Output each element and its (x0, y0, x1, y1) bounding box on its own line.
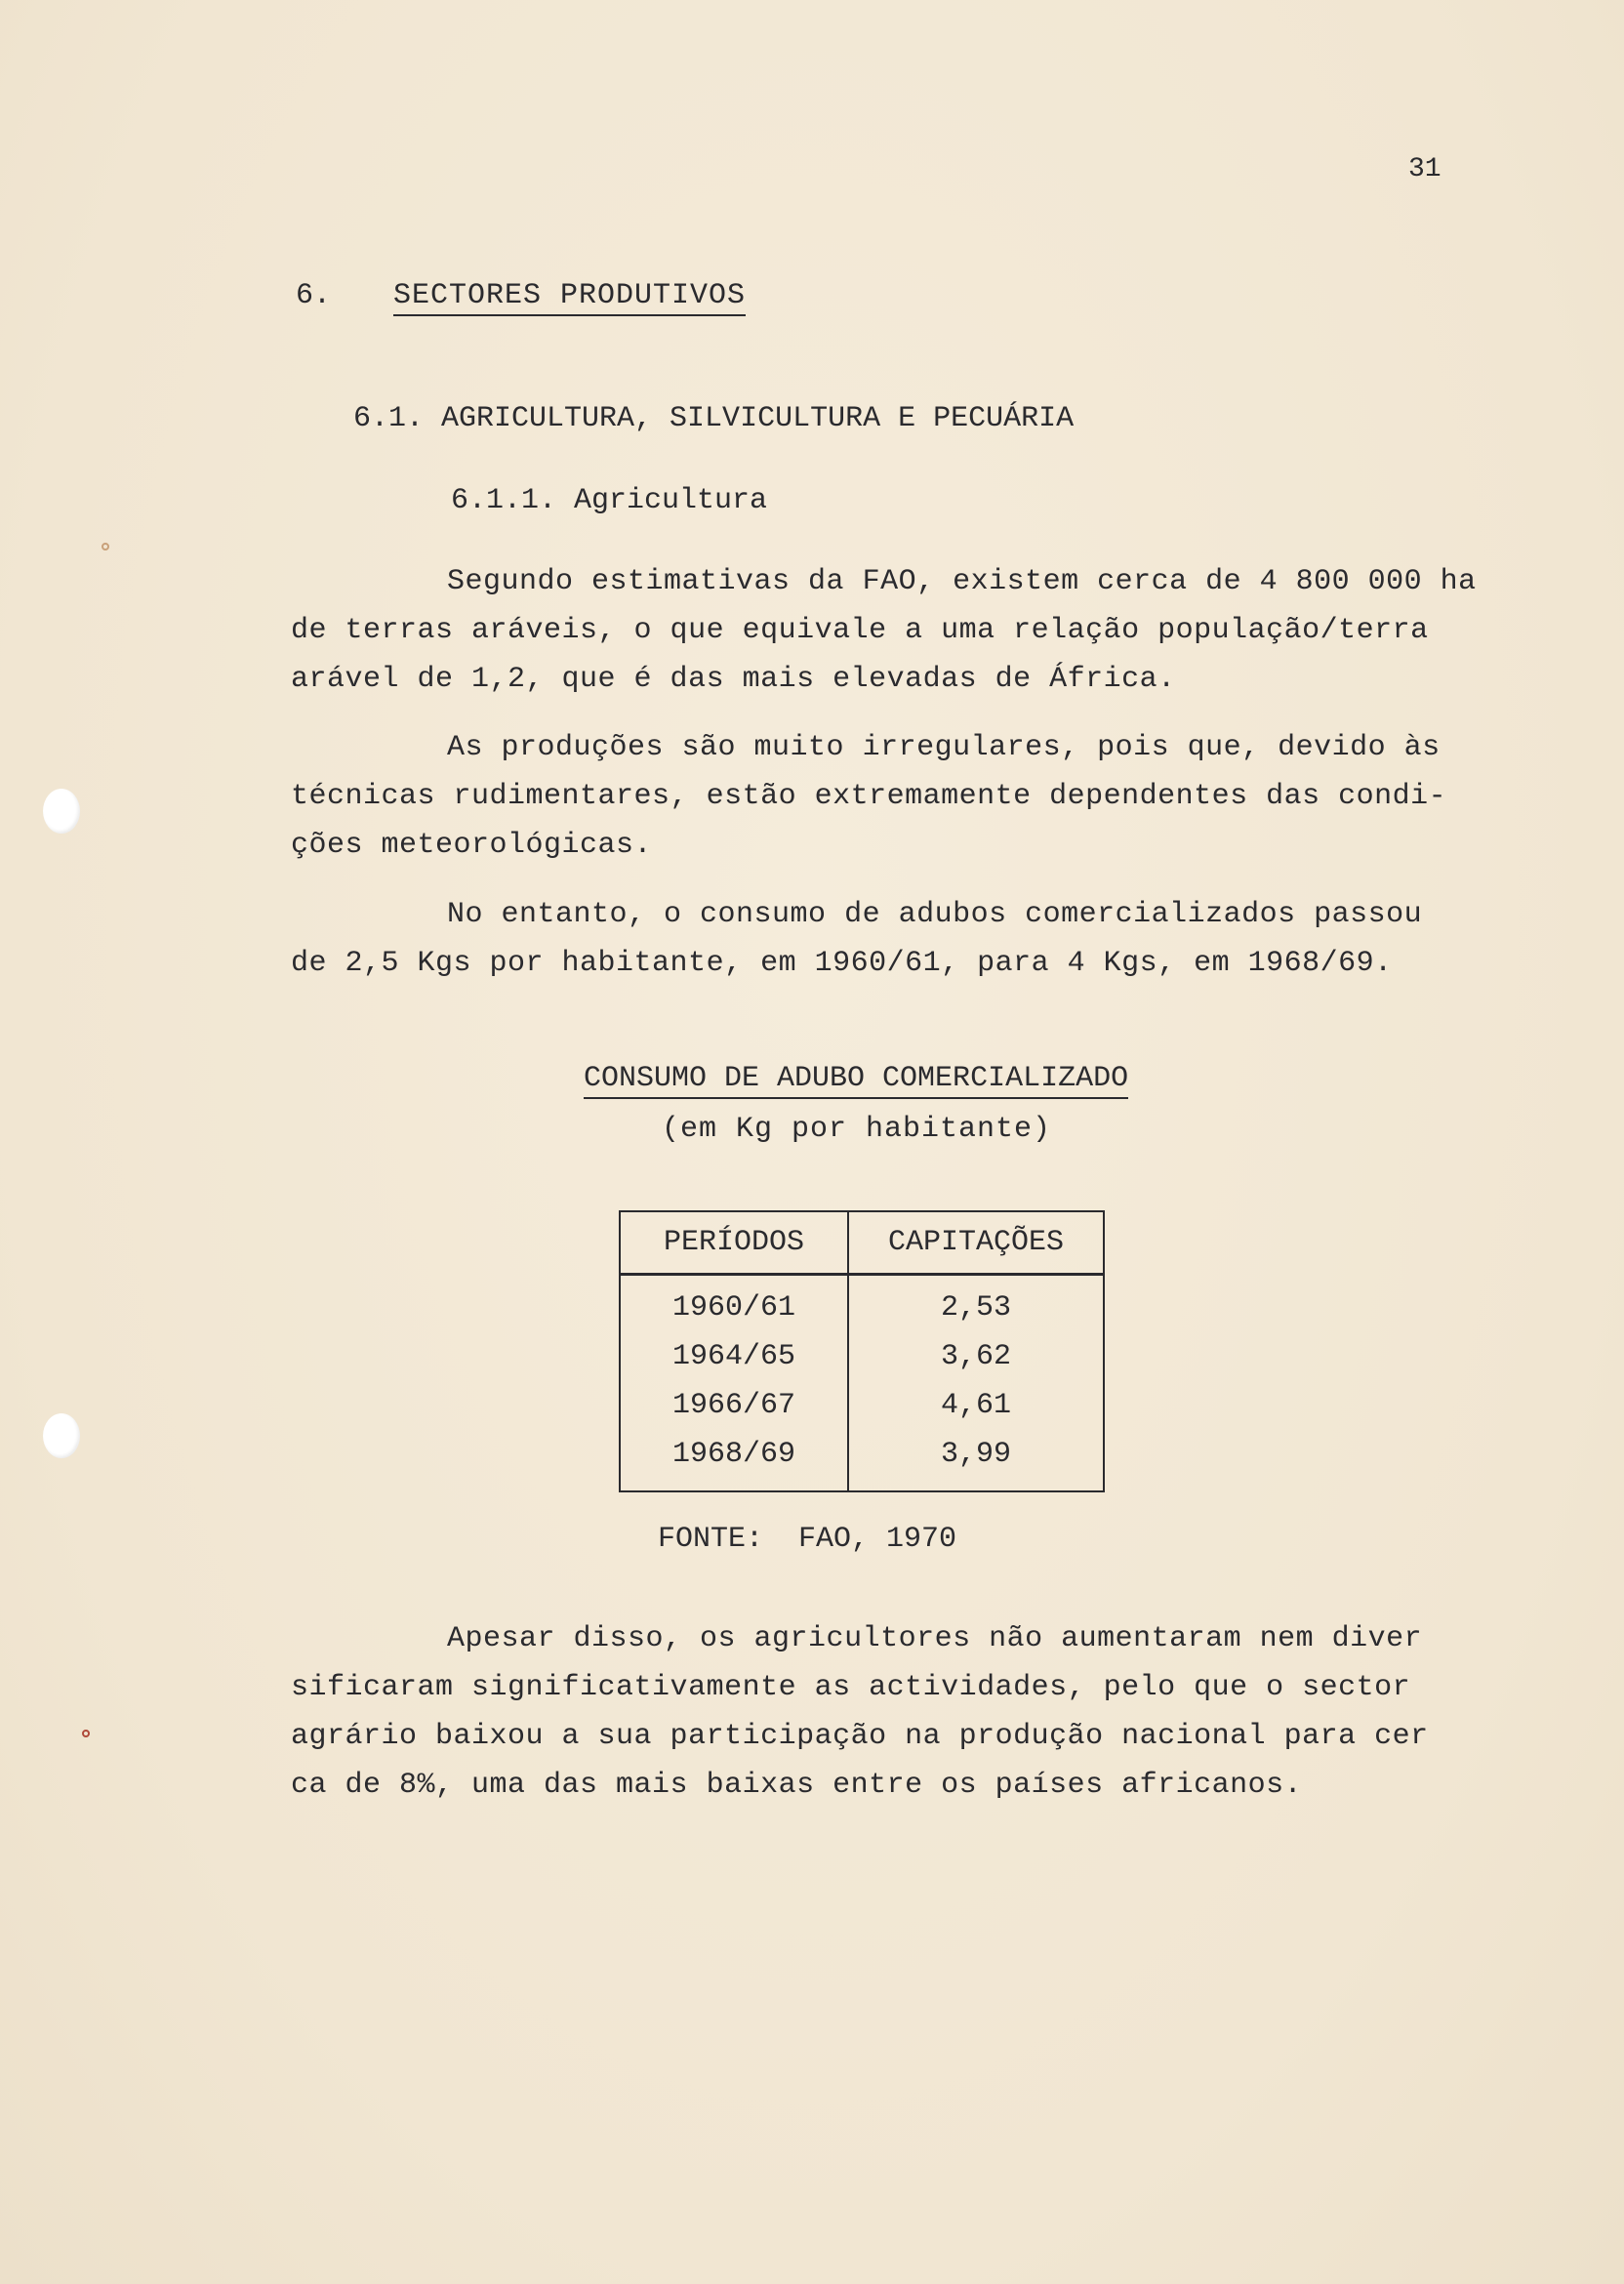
period-cell: 1966/67 (620, 1381, 848, 1430)
table-source: FONTE: FAO, 1970 (658, 1523, 957, 1556)
column-header-per-capita: CAPITAÇÕES (848, 1211, 1104, 1275)
paragraph-line: arável de 1,2, que é das mais elevadas de África. (291, 663, 1176, 696)
paragraph-line: agrário baixou a sua participação na produção nacional para cer (291, 1720, 1429, 1753)
paper-speck (102, 543, 109, 551)
value-cell: 4,61 (940, 1389, 1011, 1422)
page-number: 31 (1408, 154, 1441, 184)
table-row (620, 1332, 1104, 1381)
value-cell: 2,53 (940, 1291, 1011, 1325)
paragraph-line: ções meteorológicas. (291, 829, 653, 862)
paragraph-line: técnicas rudimentares, estão extremamente dependentes das condi- (291, 780, 1447, 813)
paragraph-1 (291, 557, 1569, 704)
paper-speck (82, 1730, 90, 1737)
subsection-heading: 6.1. AGRICULTURA, SILVICULTURA E PECUÁRIA (353, 402, 1075, 435)
period-cell: 1960/61 (620, 1275, 848, 1333)
paragraph-line: de terras aráveis, o que equivale a uma relação população/terra (291, 614, 1429, 647)
paragraph-line: Segundo estimativas da FAO, existem cerca de 4 800 000 ha (447, 565, 1477, 598)
table-row (620, 1381, 1104, 1430)
value-cell: 3,99 (940, 1438, 1011, 1471)
punch-hole-top (43, 789, 80, 834)
paragraph-line: As produções são muito irregulares, pois que, devido às (447, 731, 1441, 764)
period-cell: 1964/65 (620, 1332, 848, 1381)
section-title: SECTORES PRODUTIVOS (393, 279, 746, 316)
table-row (620, 1430, 1104, 1491)
paragraph-line: No entanto, o consumo de adubos comercializados passou (447, 898, 1423, 931)
paragraph-2 (291, 723, 1569, 870)
section-number: 6. (296, 279, 332, 312)
table-subtitle: (em Kg por habitante) (662, 1113, 1052, 1146)
paragraph-4 (291, 1614, 1569, 1810)
value-cell: 3,62 (940, 1340, 1011, 1373)
subsubsection-heading: 6.1.1. Agricultura (451, 484, 768, 517)
table-row (620, 1275, 1104, 1333)
paragraph-line: de 2,5 Kgs por habitante, em 1960/61, para 4 Kgs, em 1968/69. (291, 947, 1393, 980)
punch-hole-bottom (43, 1413, 80, 1458)
paragraph-line: sificaram significativamente as actividades, pelo que o sector (291, 1671, 1411, 1704)
table-header-row (620, 1211, 1104, 1275)
fertilizer-consumption-table (619, 1210, 1105, 1492)
period-cell: 1968/69 (620, 1430, 848, 1491)
paragraph-3 (291, 890, 1569, 988)
table-title: CONSUMO DE ADUBO COMERCIALIZADO (584, 1062, 1128, 1099)
column-header-periods: PERÍODOS (620, 1211, 848, 1275)
paragraph-line: ca de 8%, uma das mais baixas entre os países africanos. (291, 1769, 1303, 1802)
paragraph-line: Apesar disso, os agricultores não aumentaram nem diver (447, 1622, 1423, 1655)
